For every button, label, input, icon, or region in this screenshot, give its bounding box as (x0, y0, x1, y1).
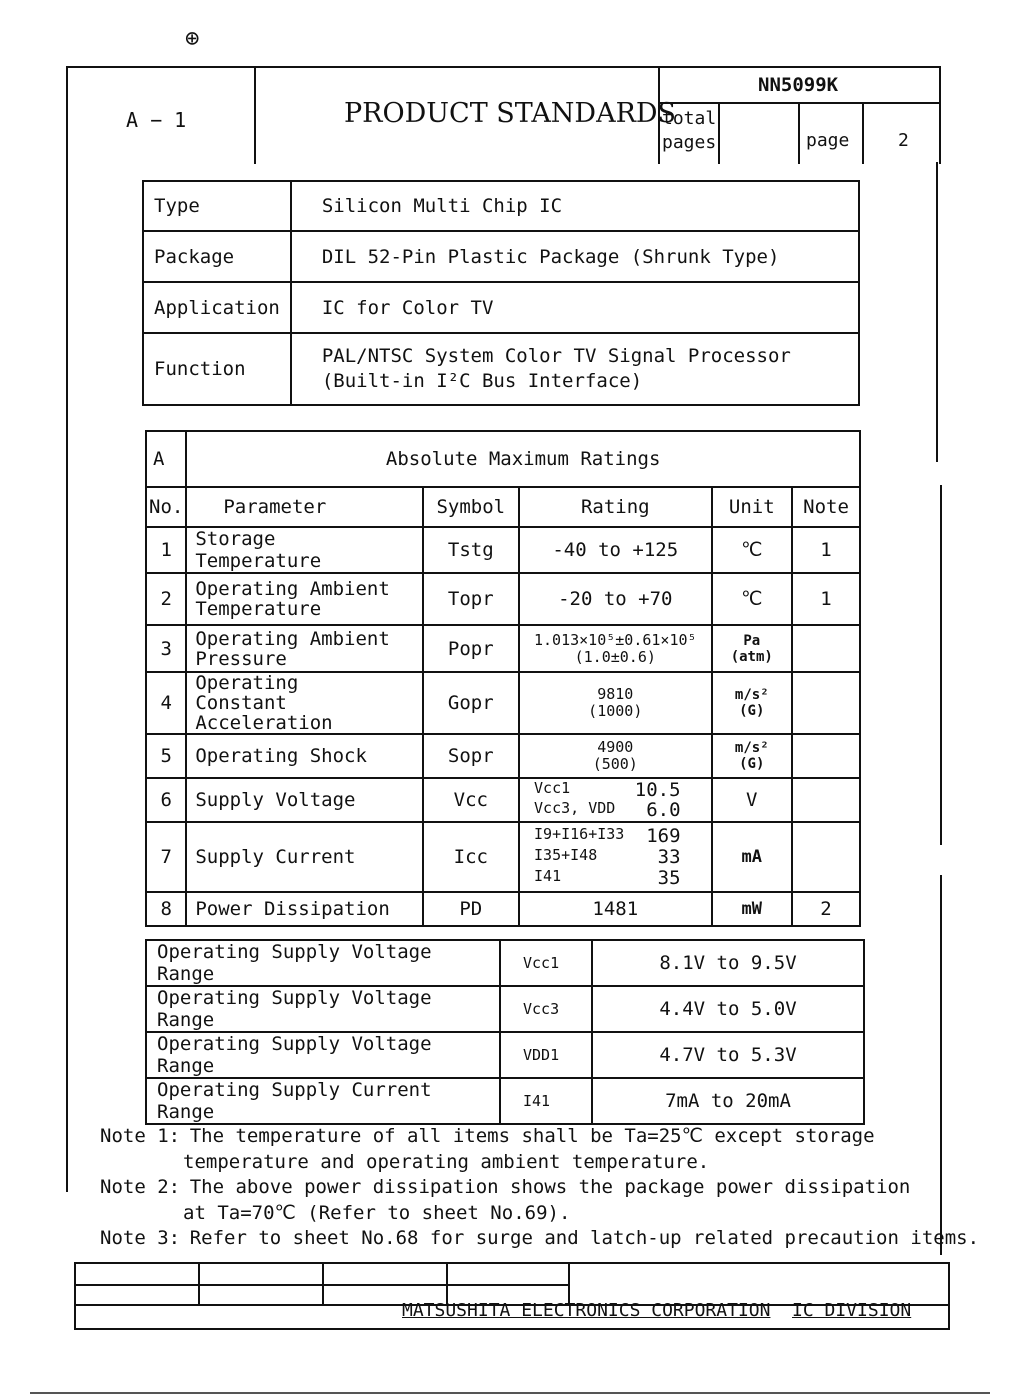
parameter-line: Pressure (195, 647, 287, 670)
table-row (146, 822, 860, 892)
scan-edge-line (30, 1392, 990, 1394)
row-unit: mW (712, 892, 793, 926)
parameter-line: Constant Acceleration (195, 692, 333, 734)
range-symbol: Vcc3 (500, 986, 592, 1032)
unit-line: (G) (739, 756, 765, 772)
table-row (146, 1078, 864, 1124)
operating-range-table (145, 939, 865, 1125)
range-label: Operating Supply Voltage Range (146, 1032, 500, 1078)
rating-line (534, 868, 681, 889)
row-unit: ℃ (712, 573, 793, 625)
overview-label: Function (143, 333, 291, 405)
row-symbol: Sopr (423, 734, 519, 778)
ratings-title-row (146, 431, 860, 487)
rating-line: (500) (592, 755, 638, 773)
overview-label: Type (143, 181, 291, 231)
note-prefix: Note 1: (100, 1125, 181, 1147)
row-symbol: Vcc (423, 778, 519, 822)
row-unit: mA (712, 822, 793, 892)
row-rating (519, 672, 712, 734)
rating-line: 9810 (597, 685, 634, 703)
range-symbol: I41 (500, 1078, 592, 1124)
rating-value: 10.5 (634, 779, 681, 801)
rating-label: I9+I16+I33 (534, 824, 625, 843)
division-name: IC DIVISION (792, 1300, 912, 1321)
col-header-symbol: Symbol (423, 487, 519, 527)
col-header-note: Note (792, 487, 860, 527)
row-rating: -20 to +70 (519, 573, 712, 625)
row-rating: 1481 (519, 892, 712, 926)
overview-value (291, 333, 859, 405)
range-label: Operating Supply Current Range (146, 1078, 500, 1124)
row-parameter: Power Dissipation (186, 892, 422, 926)
row-unit: ℃ (712, 527, 793, 573)
row-rating: -40 to +125 (519, 527, 712, 573)
range-value: 7mA to 20mA (592, 1078, 864, 1124)
parameter-line: Operating (195, 672, 299, 694)
footer-block (74, 1262, 950, 1330)
unit-line: Pa (743, 632, 761, 649)
note-1 (100, 1124, 979, 1150)
row-note (792, 778, 860, 822)
row-no: 4 (146, 672, 186, 734)
row-rating (519, 625, 712, 672)
parameter-line: Operating Ambient (195, 578, 390, 600)
note-2 (100, 1175, 979, 1201)
overview-row (143, 333, 859, 405)
page-label: page (806, 130, 850, 151)
row-unit (712, 625, 793, 672)
range-value: 4.4V to 5.0V (592, 986, 864, 1032)
rating-line (534, 780, 681, 800)
table-row (146, 778, 860, 822)
row-no: 6 (146, 778, 186, 822)
notes-block (100, 1124, 979, 1252)
unit-line: m/s² (734, 740, 769, 756)
rating-value: 6.0 (646, 799, 681, 821)
range-value: 4.7V to 5.3V (592, 1032, 864, 1078)
note-3 (100, 1226, 979, 1252)
range-symbol: VDD1 (500, 1032, 592, 1078)
note-prefix: Note 2: (100, 1176, 181, 1198)
row-rating (519, 778, 712, 822)
row-note (792, 734, 860, 778)
row-rating (519, 734, 712, 778)
row-note: 2 (792, 892, 860, 926)
rating-label: Vcc3, VDD (534, 799, 616, 817)
overview-label: Package (143, 231, 291, 282)
note-text: The above power dissipation shows the package power dissipation (189, 1176, 911, 1198)
row-unit: V (712, 778, 793, 822)
row-symbol: Gopr (423, 672, 519, 734)
overview-label: Application (143, 282, 291, 333)
row-parameter: Storage Temperature (186, 527, 422, 573)
table-row (146, 940, 864, 986)
rating-value: 169 (646, 824, 681, 847)
col-header-parameter: Parameter (186, 487, 422, 527)
rating-label: I41 (534, 866, 562, 885)
rating-line: 4900 (597, 738, 634, 756)
overview-table (142, 180, 860, 406)
function-line: (Built-in I²C Bus Interface) (321, 370, 643, 392)
overview-value: DIL 52-Pin Plastic Package (Shrunk Type) (291, 231, 859, 282)
unit-line: m/s² (734, 687, 769, 703)
row-rating (519, 822, 712, 892)
table-row (146, 527, 860, 573)
table-row (146, 986, 864, 1032)
rating-line (534, 826, 681, 847)
row-note (792, 822, 860, 892)
row-no: 1 (146, 527, 186, 573)
page-border-left (66, 162, 68, 1192)
rating-value: 35 (657, 866, 681, 889)
ratings-table (145, 430, 861, 927)
rating-value: 33 (657, 845, 681, 868)
overview-value: Silicon Multi Chip IC (291, 181, 859, 231)
range-label: Operating Supply Voltage Range (146, 986, 500, 1032)
col-header-unit: Unit (712, 487, 793, 527)
row-no: 5 (146, 734, 186, 778)
row-symbol: Icc (423, 822, 519, 892)
table-row (146, 573, 860, 625)
page-title: PRODUCT STANDARDS (344, 98, 677, 129)
row-symbol: PD (423, 892, 519, 926)
table-row (146, 892, 860, 926)
ratings-title: Absolute Maximum Ratings (186, 431, 860, 487)
row-parameter: Supply Current (186, 822, 422, 892)
rating-label: I35+I48 (534, 845, 598, 864)
note-2-cont (100, 1201, 979, 1227)
row-parameter: Operating Shock (186, 734, 422, 778)
page-border-right (940, 485, 942, 845)
row-note: 1 (792, 573, 860, 625)
note-text: Refer to sheet No.68 for surge and latch-up related precaution items. (189, 1227, 980, 1249)
note-text: at Ta=70℃ (Refer to sheet No.69). (183, 1201, 571, 1224)
row-note (792, 672, 860, 734)
range-value: 8.1V to 9.5V (592, 940, 864, 986)
table-row (146, 625, 860, 672)
row-note: 1 (792, 527, 860, 573)
row-unit (712, 672, 793, 734)
row-no: 3 (146, 625, 186, 672)
unit-line: (atm) (730, 648, 773, 665)
note-prefix: Note 3: (100, 1227, 181, 1249)
parameter-line: Operating Ambient (195, 627, 390, 650)
rating-line (534, 847, 681, 868)
table-row (146, 734, 860, 778)
sheet-id: A − 1 (126, 108, 187, 132)
overview-row (143, 231, 859, 282)
note-text: temperature and operating ambient temperature. (183, 1150, 710, 1173)
ratings-header-row (146, 487, 860, 527)
row-parameter: Supply Voltage (186, 778, 422, 822)
rating-line: (1.0±0.6) (574, 647, 656, 666)
row-no: 8 (146, 892, 186, 926)
title-block (66, 66, 941, 164)
table-row (146, 1032, 864, 1078)
row-parameter (186, 573, 422, 625)
row-note (792, 625, 860, 672)
registration-mark-icon: ⊕ (185, 24, 200, 52)
part-number: NN5099K (758, 74, 839, 96)
section-letter: A (146, 431, 186, 487)
row-unit (712, 734, 793, 778)
range-label: Operating Supply Voltage Range (146, 940, 500, 986)
rating-line: 1.013×10⁵±0.61×10⁵ (533, 630, 697, 649)
rating-line (534, 800, 681, 820)
note-text: The temperature of all items shall be Ta=25℃ except storage (189, 1125, 875, 1147)
rating-label: Vcc1 (534, 779, 571, 797)
row-no: 2 (146, 573, 186, 625)
row-symbol: Tstg (423, 527, 519, 573)
function-line: PAL/NTSC System Color TV Signal Processor (321, 345, 791, 367)
row-parameter (186, 625, 422, 672)
col-header-rating: Rating (519, 487, 712, 527)
company-name: MATSUSHITA ELECTRONICS CORPORATION (402, 1300, 771, 1321)
parameter-line: Temperature (195, 598, 322, 620)
table-row (146, 672, 860, 734)
overview-row (143, 282, 859, 333)
total-pages-label: total (662, 108, 717, 129)
rating-line: (1000) (588, 702, 643, 720)
row-no: 7 (146, 822, 186, 892)
overview-row (143, 181, 859, 231)
unit-line: (G) (739, 703, 765, 719)
range-symbol: Vcc1 (500, 940, 592, 986)
row-parameter (186, 672, 422, 734)
col-header-no: No. (146, 487, 186, 527)
page-border-right (936, 162, 938, 462)
row-symbol: Popr (423, 625, 519, 672)
note-1-cont (100, 1150, 979, 1176)
page-number: 2 (898, 130, 909, 151)
total-pages-label: pages (662, 132, 717, 153)
row-symbol: Topr (423, 573, 519, 625)
overview-value: IC for Color TV (291, 282, 859, 333)
